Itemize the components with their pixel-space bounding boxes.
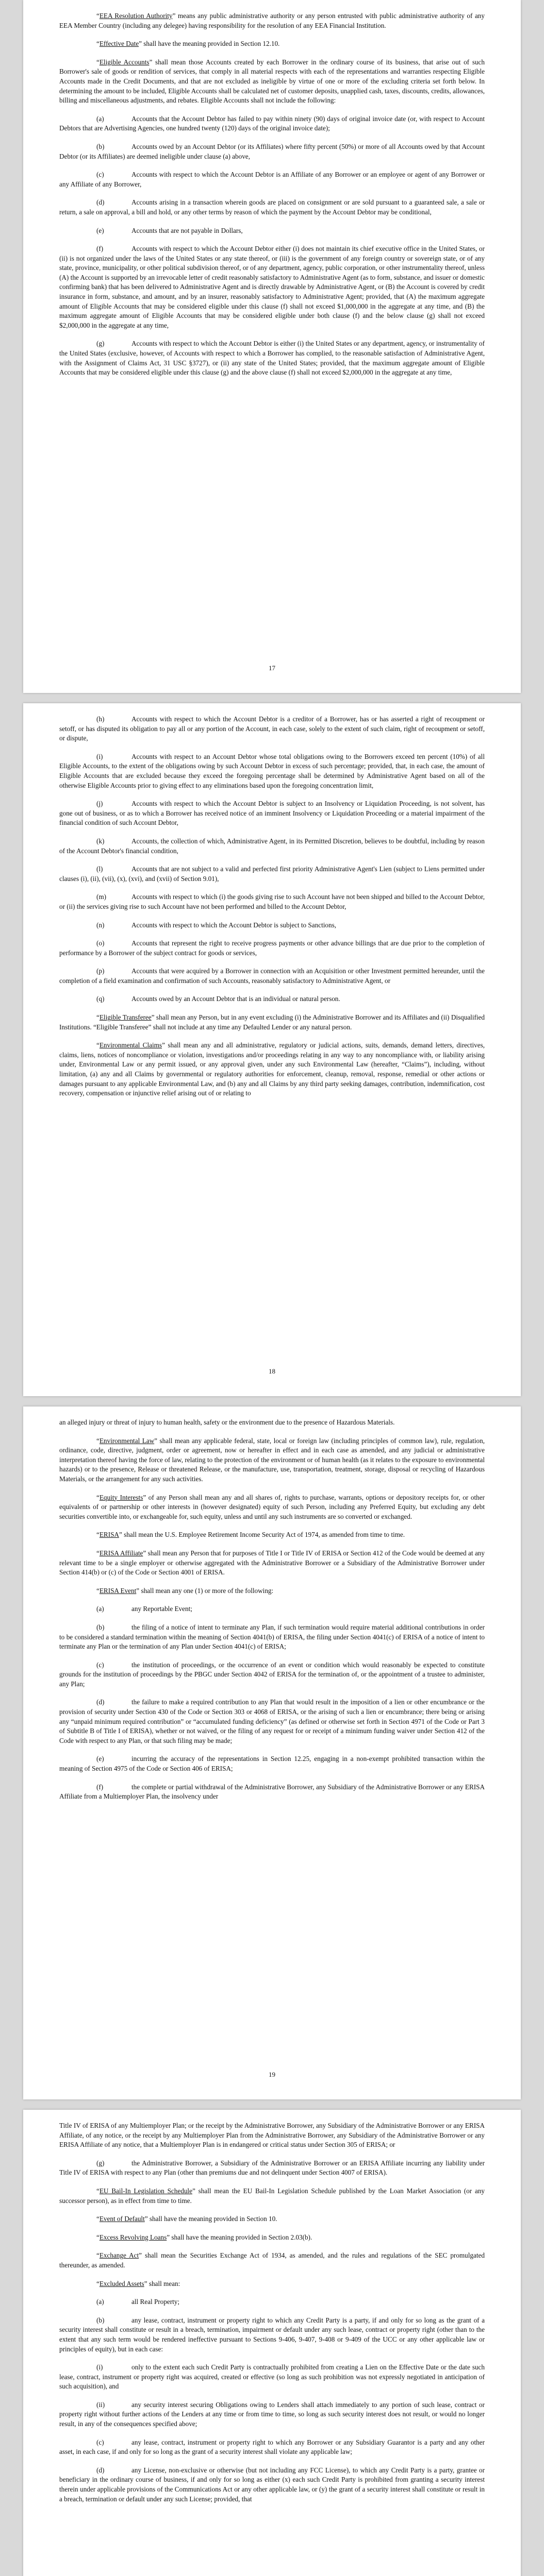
clause-text: Accounts with respect to which the Account Debtor is a creditor of a Borrower, has or has asserted a right of recoupment or setoff, or has disputed its obligation to pay all or any portion of the Account, in each case, solely to the extent of such claim, right of recoupment or setoff, or dispute, xyxy=(59,715,485,742)
clause-text: Accounts with respect to which the Account Debtor is either (i) the United States or any department, agency, or instrumentality of the United States (exclusive, however, of Accounts with respect to which a Borrower has complied, to the reasonable satisfaction of Administrative Agent, with the Assignment of Claims Act, 31 USC §3727), or (ii) any state of the United States; provided, that the maximum aggregate amount of Eligible Accounts that may be considered eligible under this clause (g) and the above clause (f) shall not exceed $2,000,000 in the aggregate at any time, xyxy=(59,340,485,377)
clause-marker: (ii) xyxy=(96,2400,105,2409)
clause-paragraph xyxy=(59,1783,485,1802)
clause-text: any lease, contract, instrument or property right to which any Credit Party is a party, if and only for so long as the grant of a security interest shall constitute or result in a breach, termination, impairment or default under any such lease, contract or property right (other than to the extent that any such term would be rendered ineffective pursuant to Sections 9-406, 9-407, 9-408 or 9-409 of the UCC or any other applicable law or principles of equity), but in each case: xyxy=(59,2316,485,2353)
definition-text: ” shall mean the EU Bail-In Legislation Schedule published by the Loan Market Association (or any successor person), as in effect from time to time. xyxy=(59,2187,485,2205)
continuation-paragraph xyxy=(59,1418,485,1428)
clause-text: Accounts owed by an Account Debtor (or its Affiliates) where fifty percent (50%) or more of all Accounts owed by that Account Debtor (or its Affiliates) are deemed ineligible under clause (a) above, xyxy=(59,142,485,160)
clause-paragraph xyxy=(59,114,485,133)
definition-text: ” shall mean any Person that for purposes of Title I or Title IV of ERISA or Section 412 of the Code would be deemed at any relevant time to be a single employer or otherwise aggregated with the Administrative Borrower or a Subsidiary of the Administrative Borrower under Section 414(b) or (c) of the Code or Section 4001 of ERISA. xyxy=(59,1549,485,1577)
defined-term: Equity Interests xyxy=(99,1493,143,1501)
page-18 xyxy=(23,703,521,1396)
clause-paragraph xyxy=(59,752,485,790)
definition-paragraph: “Event of Default” shall have the meaning provided in Section 10. xyxy=(96,2215,277,2223)
clause-paragraph xyxy=(59,1604,485,1614)
defined-term: EU Bail-In Legislation Schedule xyxy=(99,2187,192,2195)
definition-text: ” shall mean any one (1) or more of the following: xyxy=(136,1586,274,1595)
clause-marker: (i) xyxy=(96,2363,103,2371)
definition-text: ” shall mean any applicable federal, state, local or foreign law (including principles of common law), rule, regulation, ordinance, code, directive, judgment, order or agreement, now or hereafter in effect and in each case as amended, and any judicial or administrative interpretation thereof having the force of law, relating to the protection of the environment or of human health (as it relates to the exposure to environmental hazards) or to the presence, Release or threatened Release, or the manufacture, use, transportation, treatment, storage, disposal or recycling of Hazardous Materials, or the arrangement for any such activities. xyxy=(59,1436,485,1483)
clause-paragraph xyxy=(59,967,485,986)
clause-paragraph xyxy=(59,2438,485,2457)
clause-marker: (g) xyxy=(96,2159,105,2167)
clause-paragraph xyxy=(59,715,485,743)
clause-text: Accounts with respect to which the Account Debtor is subject to Sanctions, xyxy=(131,921,337,929)
definition-paragraph: “ERISA Event” shall mean any one (1) or more of the following: xyxy=(96,1586,274,1595)
clause-paragraph xyxy=(59,837,485,856)
clause-paragraph xyxy=(59,1660,485,1689)
clause-marker: (e) xyxy=(96,1755,104,1763)
clause-paragraph xyxy=(59,2466,485,2504)
clause-text: Accounts with respect to which (i) the goods giving rise to such Account have not been shipped and billed to the Account Debtor, or (ii) the services giving rise to such Account have not been performed and billed to the Account Debtor, xyxy=(59,893,485,910)
definition-paragraph: “Environmental Claims” shall mean any and all administrative, regulatory or judicial actions, suits, demands, demand letters, directives, claims, liens, notices of noncompliance or violation, investigations and/or proceedings relating in any way to any noncompliance with, or liability arising under, Environmental Law or any permit issued, or any approval given, under any such Environmental Law (hereafter, “Claims”), including, without limitation, (a) any and all Claims by governmental or regulatory authorities for enforcement, cleanup, removal, response, remedial or other actions or damages pursuant to any applicable Environmental Law, and (b) any and all Claims by any third party seeking damages, contribution, indemnification, cost recovery, compensation or injunctive relief arising out of or relating to xyxy=(59,1041,485,1097)
paragraph-text: Title IV of ERISA of any Multiemployer Plan; or the receipt by the Administrative Borrower, any Subsidiary of the Administrative Borrower or any ERISA Affiliate, of any notice, or the receipt by any Multiemployer Plan from the Administrative Borrower, any Subsidiary of the Administrative Borrower or any ERISA Affiliate of any notice, that a Multiemployer Plan is in endangered or critical status under Section 305 of ERISA; or xyxy=(59,2122,485,2149)
clause-marker: (c) xyxy=(96,1660,104,1669)
clause-text: Accounts that are not subject to a valid and perfected first priority Administrative Agent's Lien (subject to Liens permitted under clauses (i), (ii), (vii), (x), (xvi), and (xvii) of Section 9.01), xyxy=(59,865,485,883)
clause-paragraph xyxy=(59,939,485,958)
clause-paragraph xyxy=(59,339,485,377)
clause-marker: (k) xyxy=(96,837,105,845)
clause-text: Accounts that are not payable in Dollars, xyxy=(131,226,243,234)
clause-text: the complete or partial withdrawal of the Administrative Borrower, any Subsidiary of the Administrative Borrower or any ERISA Affiliate from a Multiemployer Plan, the insolvency under xyxy=(59,1783,485,1801)
clause-text: the failure to make a required contribution to any Plan that would result in the imposition of a lien or other encumbrance or the provision of security under Section 430 of the Code or Section 303 or 4068 of ERISA, or the arising of such a lien or encumbrance; there being or arising any “unpaid minimum required contribution” or “accumulated funding deficiency” (as defined or otherwise set forth in Section 4971 of the Code or Part 3 of Subtitle B of Title I of ERISA), whether or not waived, or the filing of any request for or receipt of a minimum funding waiver under Section 412 of the Code with respect to any Plan, or that such filing may be made; xyxy=(59,1698,485,1744)
definition-paragraph: “Excluded Assets” shall mean: xyxy=(96,2279,180,2287)
clause-paragraph xyxy=(59,2400,485,2429)
clause-paragraph xyxy=(59,244,485,330)
clause-text: incurring the accuracy of the representations in Section 12.25, engaging in a non-exempt prohibited transaction within the meaning of Section 4975 of the Code or Section 406 of ERISA; xyxy=(59,1755,485,1773)
clause-paragraph xyxy=(59,2297,485,2307)
clause-marker: (m) xyxy=(96,893,107,901)
defined-term: Excluded Assets xyxy=(99,2279,144,2287)
clause-text: any lease, contract, instrument or property right to which any Borrower or any Subsidiary Guarantor is a party and any other asset, in each case, if and only for so long as the grant of a security interest shall violate any applicable law; xyxy=(59,2438,485,2456)
definition-text: ” shall have the meaning provided in Section 12.10. xyxy=(139,40,280,48)
clause-paragraph xyxy=(59,799,485,828)
clause-marker: (e) xyxy=(96,226,104,234)
definition-text: ” shall have the meaning provided in Section 10. xyxy=(144,2215,277,2223)
definition-paragraph: “EEA Resolution Authority” means any public administrative authority or any person entrusted with public administrative authority of any EEA Member Country (including any delegee) having responsibility for the resolution of any EEA Financial Institution. xyxy=(59,12,485,29)
clause-marker: (d) xyxy=(96,1698,105,1706)
clause-marker: (h) xyxy=(96,715,105,723)
clause-text: Accounts with respect to which the Account Debtor is an Affiliate of any Borrower or an employee or agent of any Borrower or any Affiliate of any Borrower, xyxy=(59,171,485,188)
defined-term: EEA Resolution Authority xyxy=(99,12,173,20)
definition-text: ” shall have the meaning provided in Section 2.03(b). xyxy=(167,2233,312,2241)
page-number: 18 xyxy=(269,1367,275,1375)
clause-text: all Real Property; xyxy=(131,2298,180,2306)
page-20 xyxy=(23,2110,521,2576)
clause-marker: (p) xyxy=(96,967,105,975)
definition-paragraph: “ERISA Affiliate” shall mean any Person that for purposes of Title I or Title IV of ERISA or Section 412 of the Code would be deemed at any relevant time to be a single employer or otherwise aggregated with the Administrative Borrower or a Subsidiary of the Administrative Borrower under Section 414(b) or (c) of the Code or Section 4001 of ERISA. xyxy=(59,1549,485,1577)
continuation-paragraph xyxy=(59,2121,485,2150)
page-number: 19 xyxy=(269,2071,275,2078)
clause-paragraph xyxy=(59,2316,485,2354)
defined-term: Eligible Transferee xyxy=(99,1013,152,1022)
definition-text: ” shall mean any and all administrative, regulatory or judicial actions, suits, demands, demand letters, directives, claims, liens, notices of noncompliance or violation, investigations and/or proceedings relating in any way to any noncompliance with, or liability arising under, Environmental Law or any permit issued, or any approval given, under any such Environmental Law (hereafter, “Claims”), including, without limitation, (a) any and all Claims by governmental or regulatory authorities for enforcement, cleanup, removal, response, remedial or other actions or damages pursuant to any applicable Environmental Law, and (b) any and all Claims by any third party seeking damages, contribution, indemnification, cost recovery, compensation or injunctive relief arising out of or relating to xyxy=(59,1041,485,1097)
clause-paragraph xyxy=(59,1623,485,1652)
clause-text: the Administrative Borrower, a Subsidiary of the Administrative Borrower or an ERISA Affiliate incurring any liability under Title IV of ERISA with respect to any Plan (other than premiums due and not delinquent under Section 4007 of ERISA). xyxy=(59,2159,485,2177)
clause-marker: (d) xyxy=(96,198,105,207)
clause-paragraph xyxy=(59,1754,485,1773)
clause-marker: (n) xyxy=(96,921,105,929)
clause-marker: (f) xyxy=(96,245,104,253)
clause-paragraph xyxy=(59,226,485,236)
definition-paragraph: “ERISA” shall mean the U.S. Employee Retirement Income Security Act of 1974, as amended from time to time. xyxy=(96,1531,405,1539)
clause-paragraph xyxy=(59,994,485,1004)
clause-paragraph xyxy=(59,892,485,911)
clause-text: Accounts arising in a transaction wherein goods are placed on consignment or are sold pursuant to a guaranteed sale, a sale or return, a sale on approval, a bill and hold, or any other terms by reason of which the payment by the Account Debtor may be conditional, xyxy=(59,198,485,216)
definition-text: ” shall mean: xyxy=(144,2279,180,2287)
defined-term: Eligible Accounts xyxy=(99,58,150,66)
clause-paragraph xyxy=(59,198,485,217)
clause-marker: (c) xyxy=(96,171,104,179)
paragraph-text: an alleged injury or threat of injury to human health, safety or the environment due to the presence of Hazardous Materials. xyxy=(59,1418,395,1426)
defined-term: ERISA xyxy=(99,1531,119,1539)
clause-text: Accounts that represent the right to receive progress payments or other advance billings that are due prior to the completion of performance by a Borrower of the subject contract for goods or services, xyxy=(59,939,485,957)
clause-paragraph xyxy=(59,170,485,189)
defined-term: Excess Revolving Loans xyxy=(99,2233,167,2241)
clause-marker: (g) xyxy=(96,340,105,348)
defined-term: Environmental Law xyxy=(99,1436,155,1445)
clause-marker: (q) xyxy=(96,995,105,1003)
defined-term: Effective Date xyxy=(99,40,139,48)
clause-paragraph xyxy=(59,865,485,884)
definition-paragraph: “Excess Revolving Loans” shall have the meaning provided in Section 2.03(b). xyxy=(96,2233,312,2241)
definition-paragraph: “EU Bail-In Legislation Schedule” shall mean the EU Bail-In Legislation Schedule published by the Loan Market Association (or any successor person), as in effect from time to time. xyxy=(59,2187,485,2205)
clause-text: Accounts with respect to which the Account Debtor is subject to an Insolvency or Liquidation Proceeding, is not solvent, has gone out of business, or as to which a Borrower has received notice of an imminent Insolvency or Liquidation Proceeding or a material impairment of the financial condition of such Account Debtor, xyxy=(59,800,485,827)
clause-text: the institution of proceedings, or the occurrence of an event or condition which would reasonably be expected to constitute grounds for the institution of proceedings by the PBGC under Section 4042 of ERISA for the termination of, or the appointment of a trustee to administer, any Plan; xyxy=(59,1660,485,1688)
clause-marker: (b) xyxy=(96,1623,105,1631)
clause-marker: (j) xyxy=(96,800,103,808)
defined-term: Event of Default xyxy=(99,2215,145,2223)
clause-marker: (a) xyxy=(96,1605,104,1613)
clause-marker: (d) xyxy=(96,2466,105,2474)
clause-marker: (f) xyxy=(96,1783,104,1791)
clause-text: the filing of a notice of intent to terminate any Plan, if such termination would require material additional contributions in order to be considered a standard termination within the meaning of Section 4041(b) of ERISA, the filing under Section 4041(c) of ERISA of a notice of intent to terminate any Plan or the termination of any Plan under Section 4041(c) of ERISA; xyxy=(59,1623,485,1651)
definition-paragraph: “Environmental Law” shall mean any applicable federal, state, local or foreign law (including principles of common law), rule, regulation, ordinance, code, directive, judgment, order or agreement, now or hereafter in effect and in each case as amended, and any judicial or administrative interpretation thereof having the force of law, relating to the protection of the environment or of human health (as it relates to the exposure to environmental hazards) or to the presence, Release or threatened Release, or the manufacture, use, transportation, treatment, storage, disposal or recycling of Hazardous Materials, or the arrangement for any such activities. xyxy=(59,1436,485,1483)
clause-paragraph xyxy=(59,2159,485,2178)
defined-term: ERISA Event xyxy=(99,1586,137,1595)
clause-marker: (i) xyxy=(96,752,103,760)
definition-text: ” shall mean the U.S. Employee Retirement Income Security Act of 1974, as amended from time to time. xyxy=(119,1531,405,1539)
clause-text: any License, non-exclusive or otherwise (but not including any FCC License), to which any Credit Party is a party, grantee or beneficiary in the ordinary course of business, if and only for so long as either (x) each such Credit Party is prohibited from granting a security interest therein under applicable provisions of the Communications Act or any other applicable law, or (y) the grant of a security interest shall constitute or result in a breach, termination or default under any such License; provided, that xyxy=(59,2466,485,2503)
definition-paragraph: “Exchange Act” shall mean the Securities Exchange Act of 1934, as amended, and the rules and regulations of the SEC promulgated thereunder, as amended. xyxy=(59,2251,485,2269)
clause-marker: (b) xyxy=(96,2316,105,2324)
definition-paragraph: “Eligible Transferee” shall mean any Person, but in any event excluding (i) the Administrative Borrower and its Affiliates and (ii) Disqualified Institutions. “Eligible Transferee” shall not include at any time any Defaulted Lender or any natural person. xyxy=(59,1013,485,1031)
clause-text: only to the extent each such Credit Party is contractually prohibited from creating a Lien on the Effective Date or the date such lease, contract, instrument or property right was acquired, created or effective (so long as such prohibition was not expressly negotiated in anticipation of such acquisition), and xyxy=(59,2363,485,2391)
clause-text: Accounts owed by an Account Debtor that is an individual or natural person. xyxy=(131,995,340,1003)
clause-text: any security interest securing Obligations owing to Lenders shall attach immediately to any portion of such lease, contract or property right without further actions of the Lenders at any time or from time to time, so long as such security interest does not result, or would no longer result, in any of the consequences specified above; xyxy=(59,2400,485,2428)
definition-paragraph: “Equity Interests” of any Person shall mean any and all shares of, rights to purchase, warrants, options or depository receipts for, or other equivalents of or partnership or other interests in (however designated) equity of such Person, including any Preferred Equity, but excluding any debt securities convertible into, or exchangeable for, such equity, unless and until any such instruments are so converted or exchanged. xyxy=(59,1493,485,1520)
clause-paragraph xyxy=(59,142,485,161)
definition-text: ” means any public administrative authority or any person entrusted with public administrative authority of any EEA Member Country (including any delegee) having responsibility for the resolution of any EEA Financial Institution. xyxy=(59,12,485,29)
clause-marker: (l) xyxy=(96,865,103,873)
clause-paragraph xyxy=(59,921,485,930)
clause-text: Accounts with respect to an Account Debtor whose total obligations owing to the Borrowers exceed ten percent (10%) of all Eligible Accounts, to the extent of the obligations owing by such Account Debtor in excess of such percentage; provided, that, in each case, the amount of Eligible Accounts that are excluded because they exceed the foregoing percentage shall be determined by Administrative Agent based on all of the otherwise Eligible Accounts prior to giving effect to any eliminations based upon the foregoing concentration limit, xyxy=(59,752,485,789)
definition-paragraph: “Effective Date” shall have the meaning provided in Section 12.10. xyxy=(96,40,280,48)
defined-term: Environmental Claims xyxy=(99,1041,162,1049)
clause-marker: (b) xyxy=(96,142,105,150)
defined-term: Exchange Act xyxy=(99,2251,139,2260)
definition-text: ” shall mean any Person, but in any event excluding (i) the Administrative Borrower and its Affiliates and (ii) Disqualified Institutions. “Eligible Transferee” shall not include at any time any Defaulted Lender or any natural person. xyxy=(59,1013,485,1031)
clause-paragraph xyxy=(59,2363,485,2392)
clause-paragraph xyxy=(59,1698,485,1745)
clause-text: Accounts that were acquired by a Borrower in connection with an Acquisition or other Investment permitted hereunder, until the completion of a field examination and confirmation of such Accounts, reasonably satisfactory to Administrative Agent, or xyxy=(59,967,485,985)
clause-text: Accounts with respect to which the Account Debtor either (i) does not maintain its chief executive office in the United States, or (ii) is not organized under the laws of the United States or any state thereof, or (iii) is the government of any foreign country or sovereign state, or of any state, province, municipality, or other political subdivision thereof, or of any department, agency, public corporation, or other instrumentality thereof, unless (A) the Account is supported by an irrevocable letter of credit reasonably satisfactory to Administrative Agent (as to form, substance, and issuer or domestic confirming bank) that has been delivered to Administrative Agent and is directly drawable by Administrative Agent, or (B) the Account is covered by credit insurance in form, substance, and amount, and by an insurer, reasonably satisfactory to Administrative Agent; provided, that (A) the maximum aggregate amount of Eligible Accounts that may be considered eligible under this clause (f) shall not exceed $1,000,000 in the aggregate at any time, and (B) the maximum aggregate amount of Eligible Accounts that may be considered eligible under both clause (f) and the below clause (g) shall not exceed $2,000,000 in the aggregate at any time, xyxy=(59,245,485,329)
page-17 xyxy=(23,0,521,693)
definition-text: ” shall mean the Securities Exchange Act of 1934, as amended, and the rules and regulations of the SEC promulgated thereunder, as amended. xyxy=(59,2251,485,2269)
defined-term: ERISA Affiliate xyxy=(99,1549,143,1557)
page-19 xyxy=(23,1406,521,2099)
clause-text: Accounts, the collection of which, Administrative Agent, in its Permitted Discretion, believes to be doubtful, including by reason of the Account Debtor's financial condition, xyxy=(59,837,485,855)
definition-text: ” of any Person shall mean any and all shares of, rights to purchase, warrants, options or depository receipts for, or other equivalents of or partnership or other interests in (however designated) equity of such Person, including any Preferred Equity, but excluding any debt securities convertible into, or exchangeable for, such equity, unless and until any such instruments are so converted or exchanged. xyxy=(59,1493,485,1520)
clause-marker: (a) xyxy=(96,2298,104,2306)
page-number: 17 xyxy=(269,664,275,672)
definition-text: ” shall mean those Accounts created by each Borrower in the ordinary course of its business, that arise out of such Borrower's sale of goods or rendition of services, that comply in all material respects with each of the representations and warranties respecting Eligible Accounts made in the Credit Documents, and that are not excluded as ineligible by virtue of one or more of the excluding criteria set forth below. In determining the amount to be included, Eligible Accounts shall be calculated net of customer deposits, unapplied cash, taxes, discounts, credits, allowances, billing and miscellaneous adjustments, and rebates. Eligible Accounts shall not include the following: xyxy=(59,58,485,105)
clause-text: any Reportable Event; xyxy=(131,1605,192,1613)
definition-paragraph: “Eligible Accounts” shall mean those Accounts created by each Borrower in the ordinary course of its business, that arise out of such Borrower's sale of goods or rendition of services, that comply in all material respects with each of the representations and warranties respecting Eligible Accounts made in the Credit Documents, and that are not excluded as ineligible by virtue of one or more of the excluding criteria set forth below. In determining the amount to be included, Eligible Accounts shall be calculated net of customer deposits, unapplied cash, taxes, discounts, credits, allowances, billing and miscellaneous adjustments, and rebates. Eligible Accounts shall not include the following: xyxy=(59,58,485,105)
clause-text: Accounts that the Account Debtor has failed to pay within ninety (90) days of original invoice date (or, with respect to Account Debtors that are Advertising Agencies, one hundred twenty (120) days of the original invoice date); xyxy=(59,114,485,132)
clause-marker: (c) xyxy=(96,2438,104,2446)
clause-marker: (a) xyxy=(96,114,104,123)
clause-marker: (o) xyxy=(96,939,105,947)
